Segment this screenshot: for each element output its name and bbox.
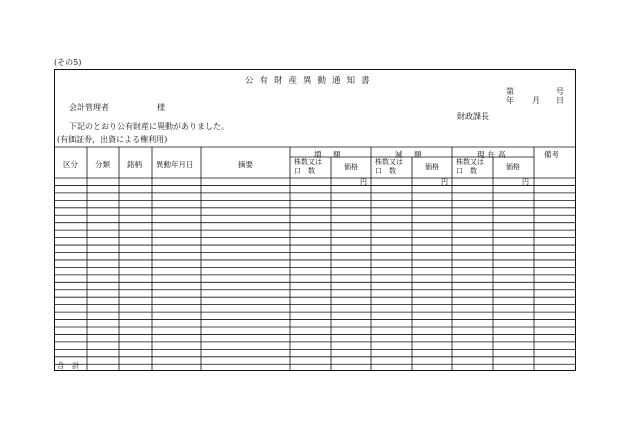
number-dai: 第 (506, 87, 514, 96)
number-go: 号 (556, 87, 564, 96)
sub-gen2-kabusuu-2: 口 数 (456, 167, 477, 175)
sub-zou-kabusuu-1: 株数又は (294, 158, 322, 166)
date-year: 年 (506, 96, 514, 105)
notice-message: 下記のとおり公有財産に異動がありました。 (69, 122, 229, 131)
total-label: 合 計 (57, 361, 80, 370)
sub-gen-kabusuu-1: 株数又は (375, 158, 403, 166)
addressee-role: 会計管理者 (69, 103, 109, 112)
header-bikou: 備考 (544, 150, 559, 159)
header-idou-date: 異動年月日 (156, 160, 194, 169)
page-title: 公有財産異動通知書 (245, 76, 376, 86)
sub-gen-kakaku: 価格 (425, 163, 439, 171)
sub-zou-kabusuu-2: 口 数 (294, 167, 315, 175)
unit-yen-gengaku: 円 (441, 178, 448, 186)
sub-zou-kakaku: 価格 (344, 163, 358, 171)
header-gengaku: 減 額 (395, 150, 424, 159)
date-day: 日 (556, 96, 564, 105)
unit-yen-genzaidaka: 円 (522, 178, 529, 186)
addressee-honorific: 様 (157, 103, 165, 112)
sub-gen-kabusuu-2: 口 数 (375, 167, 396, 175)
header-tekiyou: 摘要 (238, 160, 253, 169)
sender-title: 財政課長 (457, 112, 489, 121)
header-bunrui: 分類 (95, 160, 110, 169)
sub-gen2-kabusuu-1: 株数又は (456, 158, 484, 166)
page-label: (その5) (54, 58, 82, 67)
sub-gen2-kakaku: 価格 (506, 163, 520, 171)
header-kubun: 区分 (63, 160, 78, 169)
header-meigara: 銘柄 (127, 160, 142, 169)
header-zougaku: 増 額 (314, 150, 343, 159)
header-genzaidaka: 現在高 (477, 150, 509, 159)
date-month: 月 (532, 96, 540, 105)
unit-yen-zougaku: 円 (360, 178, 367, 186)
category-note: (有価証券，出資による権利用) (57, 135, 168, 144)
